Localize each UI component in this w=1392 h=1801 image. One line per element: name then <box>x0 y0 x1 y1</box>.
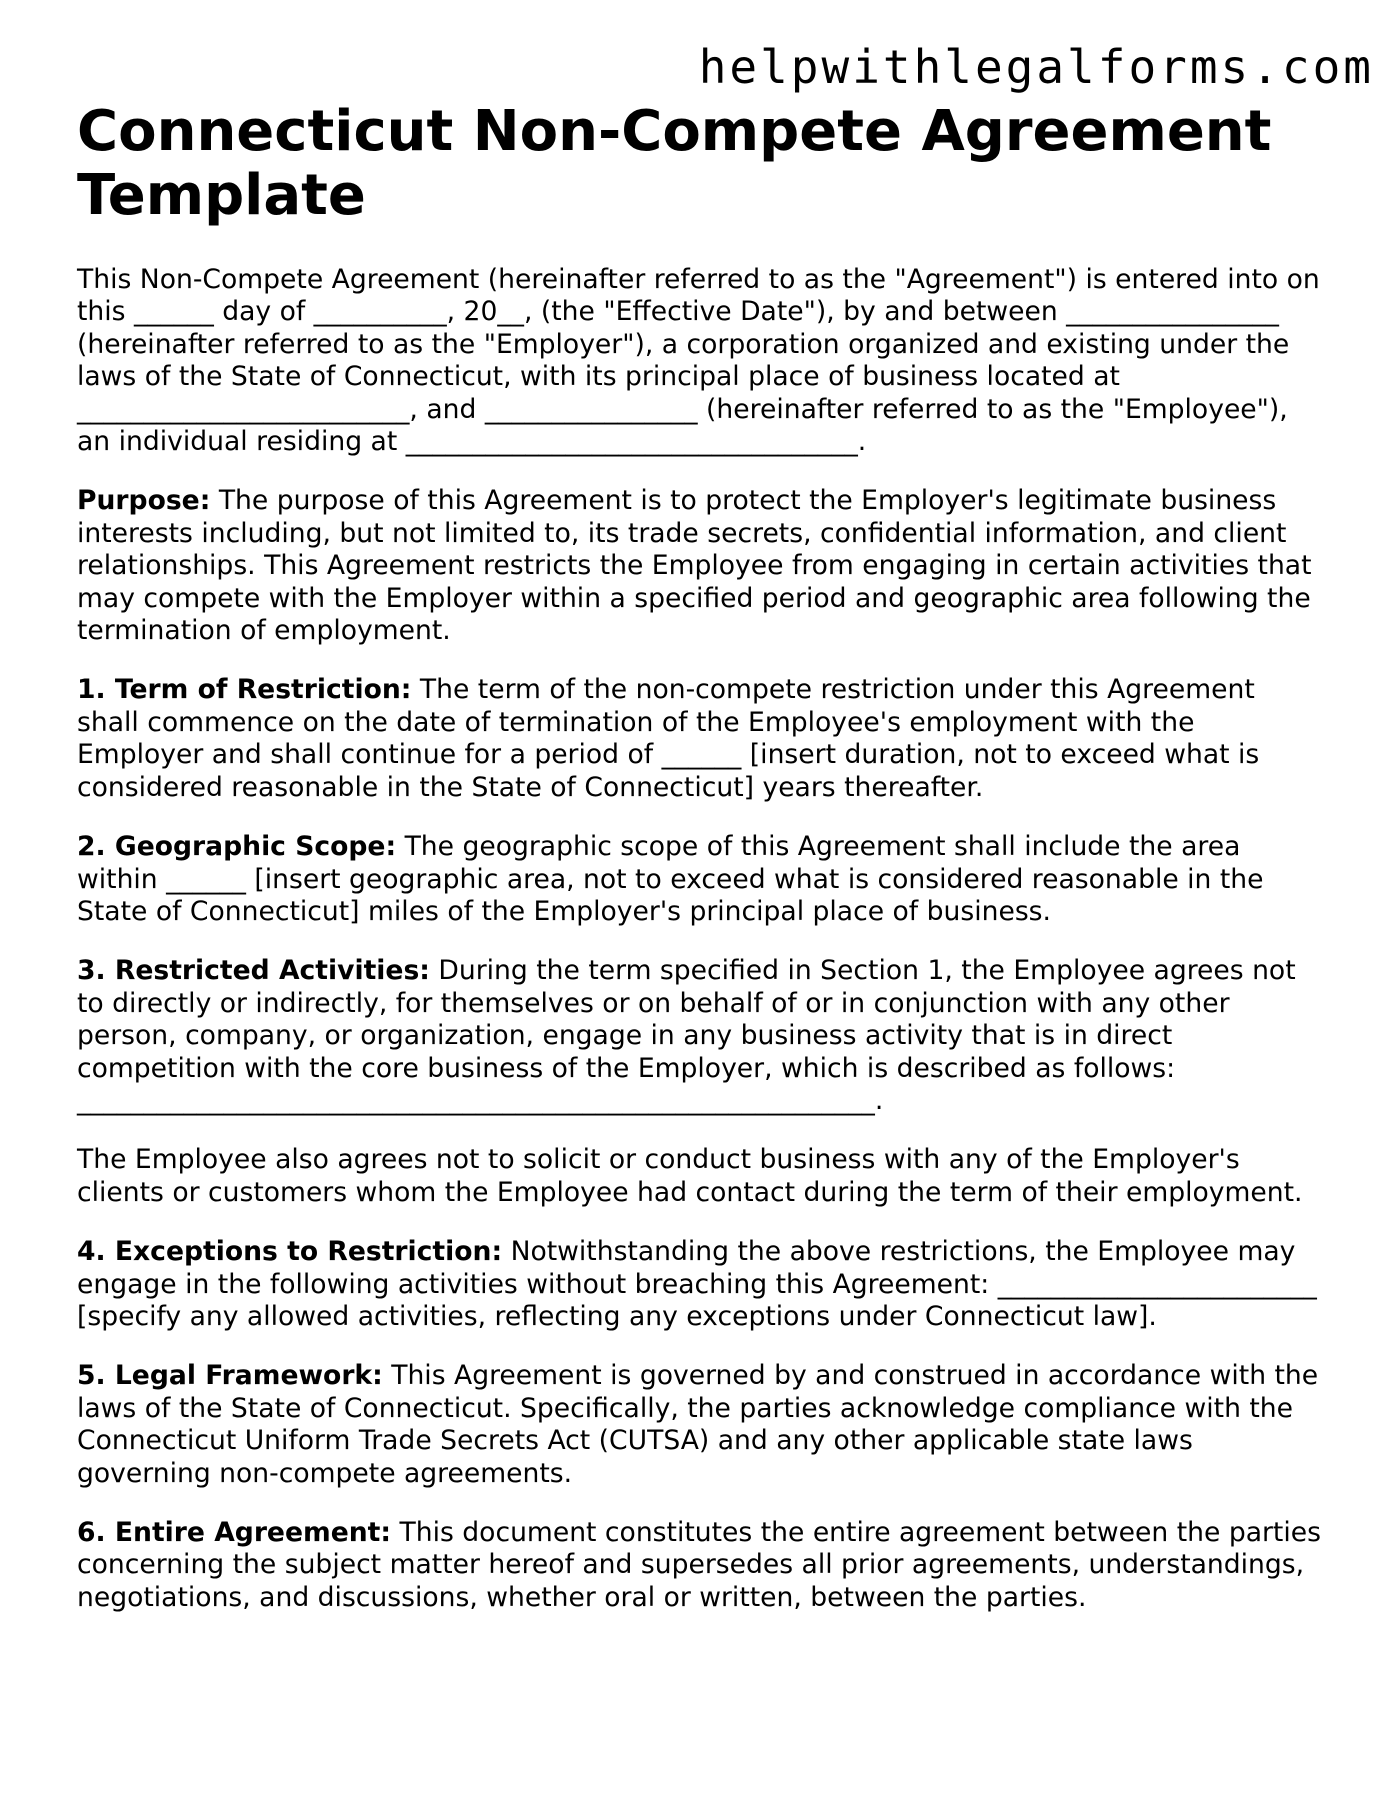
geographic-paragraph <box>77 831 1322 928</box>
restricted-heading: 3. Restricted Activities: <box>77 955 430 987</box>
restricted-paragraph <box>77 955 1322 1117</box>
geographic-heading: 2. Geographic Scope: <box>77 831 397 863</box>
exceptions-paragraph <box>77 1236 1322 1333</box>
term-heading: 1. Term of Restriction: <box>77 674 412 706</box>
purpose-paragraph <box>77 485 1322 647</box>
exceptions-text: Notwithstanding the above restrictions, the Employee may engage in the following activities without breaching this Agreement: ________________________ [specify any allowed activities, reflecting any exceptions under Connecticut law]. <box>77 1236 1317 1332</box>
legal-paragraph <box>77 1360 1322 1490</box>
legal-heading: 5. Legal Framework: <box>77 1360 383 1392</box>
site-watermark: helpwithlegalforms.com <box>698 40 1374 94</box>
term-paragraph <box>77 674 1322 804</box>
entire-heading: 6. Entire Agreement: <box>77 1517 392 1548</box>
term-text: The term of the non-compete restriction under this Agreement shall commence on the date of termination of the Employee's employment with the Employer and shall continue for a period of ______ [insert duration, not to exceed what is considered reasonable in the State of Connecticut] years thereafter. <box>77 674 1260 803</box>
geographic-text: The geographic scope of this Agreement shall include the area within ______ [insert geographic area, not to exceed what is considered reasonable in the State of Connecticut] miles of the Employer's principal place of business. <box>77 831 1264 927</box>
restricted-text: During the term specified in Section 1, the Employee agrees not to directly or indirectly, for themselves or on behalf of or in conjunction with any other person, company, or organization, engage in any business activity that is in direct competition with the core business of the Employer, which is described as follows: ____________________________________________________________. <box>77 955 1296 1116</box>
solicit-paragraph: The Employee also agrees not to solicit or conduct business with any of the Employer's clients or customers whom the Employee had contact during the term of their employment. <box>77 1144 1303 1208</box>
intro-paragraph: This Non-Compete Agreement (hereinafter referred to as the "Agreement") is entered into on this ______ day of __________, 20__, (the "Effective Date"), by and between ________________ (hereinafter referred to as the "Employer"), a corporation organized and existing under the laws of the State of Connecticut, with its principal place of business located at _________________________, and ________________ (hereinafter referred to as the "Employee"), an individual residing at __________________________________. <box>77 264 1320 458</box>
page-title: Connecticut Non-Compete Agreement Template <box>77 99 1272 228</box>
exceptions-heading: 4. Exceptions to Restriction: <box>77 1236 503 1268</box>
entire-text: This document constitutes the entire agreement between the parties concerning the subject matter hereof and supersedes all prior agreements, understandings, negotiations, and discussions, whether oral or written, between the parties. <box>77 1517 1321 1613</box>
purpose-text: The purpose of this Agreement is to protect the Employer's legitimate business interests including, but not limited to, its trade secrets, confidential information, and client relationships. This Agreement restricts the Employee from engaging in certain activities that may compete with the Employer within a specified period and geographic area following the termination of employment. <box>77 485 1312 647</box>
document-body <box>77 264 1322 1641</box>
legal-text: This Agreement is governed by and construed in accordance with the laws of the State of Connecticut. Specifically, the parties acknowledge compliance with the Connecticut Uniform Trade Secrets Act (CUTSA) and any other applicable state laws governing non-compete agreements. <box>77 1360 1319 1489</box>
entire-paragraph <box>77 1517 1322 1614</box>
purpose-heading: Purpose: <box>77 485 211 517</box>
